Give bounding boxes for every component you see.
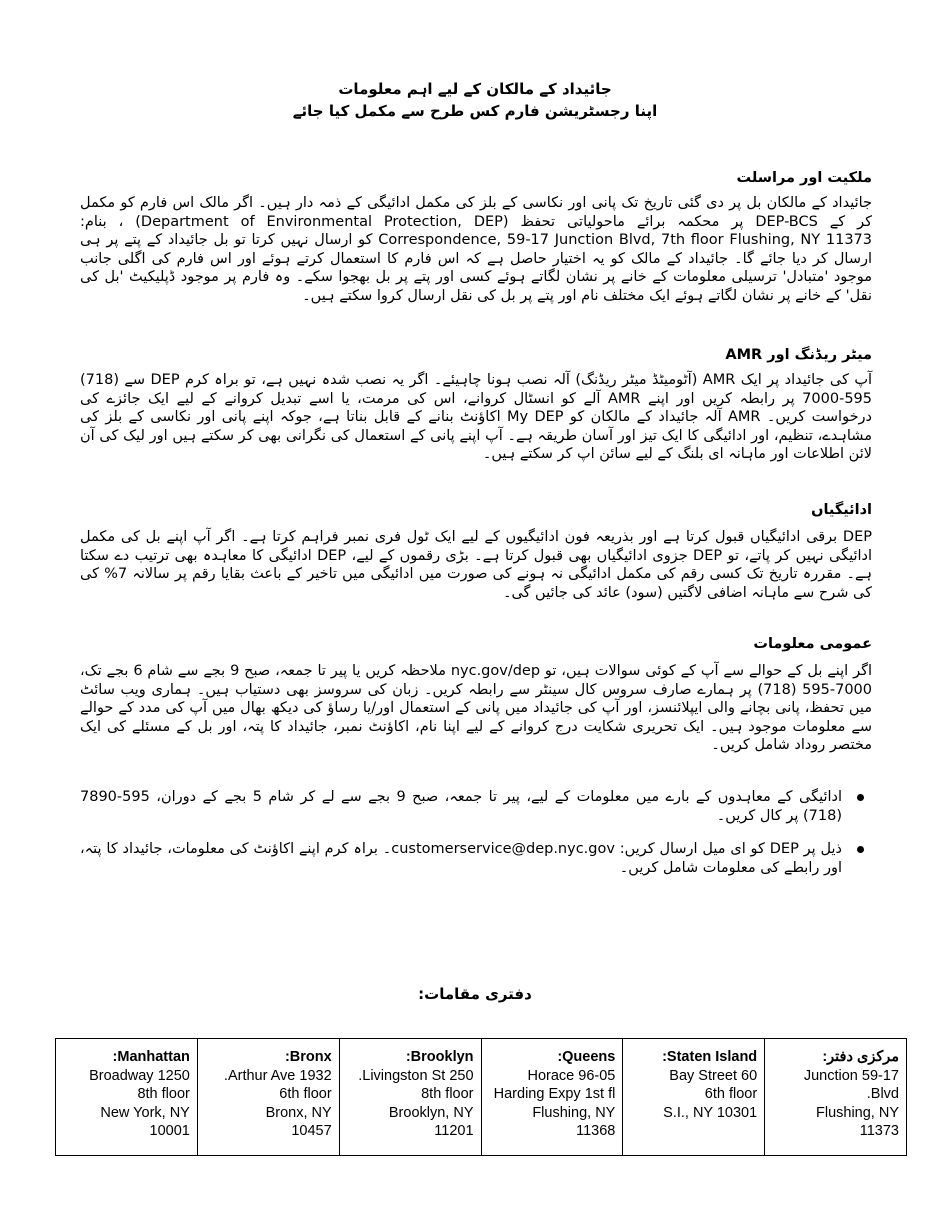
bullet-dot-icon (857, 846, 864, 853)
office-address-line: Harding Expy 1st fl (493, 1086, 616, 1103)
section-heading: میٹر ریڈنگ اور AMR (725, 347, 872, 363)
office-address-line: Bronx, NY (265, 1104, 332, 1121)
bullet-text: ذیل پر DEP کو ای میل ارسال کریں: customerservice@dep.nyc.gov۔ براہ کرم اپنے اکاؤنٹ کی معلومات، جائیداد کا پتہ، اور رابطے کی معلومات شامل کریں۔ (80, 841, 842, 876)
section-paragraph: اگر اپنے بل کے حوالے سے آپ کے کوئی سوالات ہیں، تو nyc.gov/dep ملاحظہ کریں یا پیر تا جمعہ، صبح 9 بجے سے شام 6 بجے تک، 7000-595 (718) پر ہمارے صارف سروس کال سینٹر سے رابطہ کریں۔ زبان کی سروسز بھی دستیاب ہیں۔ ہماری ویب سائٹ میں تحفظ، پانی بچانے والی ایپلائنسز، اور آپ کی جائیداد میں پانی کے استعمال اور/یا رساؤ کی دیکھ بھال میں آپ کی مدد کے حوالے سے معلومات موجود ہیں۔ ایک تحریری شکایت درج کروانے کے لیے اپنا نام، اکاؤنٹ نمبر، جائیداد کا پتہ، اور بل کے مسئلے کی ایک مختصر روداد شامل کریں۔ (80, 663, 872, 754)
office-cell-queens (481, 1039, 623, 1156)
offices-title: دفتری مقامات: (418, 985, 532, 1003)
section-paragraph: جائیداد کے مالکان بل پر دی گئی تاریخ تک پانی اور نکاسی کے بلز کی مکمل ادائیگی کے ذمہ دار ہیں۔ اگر مالک اس فارم کو مکمل کر کے DEP-BCS پر محکمہ برائے ماحولیاتی تحفظ (Department of Environmental Protection, DEP) ، بنام: Correspondence, 59-17 Junction Blvd, 7th floor Flushing, NY 11373 کو ارسال نہیں کرتا تو بل جائیداد کے پتے پر ہی ارسال کر دیا جائے گا۔ جائیداد کے مالک کو یہ اختیار حاصل ہے کہ اس فارم کا استعمال کرتے ہوئے اور اس فارم کی اگلی جانب موجود 'متبادل' ترسیلی معلومات کے خانے پر نشان لگاتے ہوئے کسی اور پتے پر بل بھجوا سکے۔ وہ فارم پر موجود ڈپلیکیٹ 'بل کی نقل' کے خانے پر نشان لگاتے ہوئے ایک مختلف نام اور پتے پر بل کی نقل ارسال کروا سکتے ہیں۔ (80, 195, 872, 304)
office-name: Staten Island: (662, 1049, 758, 1065)
title-block (0, 78, 950, 122)
office-cell-bronx (197, 1039, 339, 1156)
main-title: جائیداد کے مالکان کے لیے اہم معلومات (338, 80, 612, 98)
office-address-line: 1250 Broadway (89, 1067, 190, 1084)
office-address-line: Brooklyn, NY (388, 1104, 474, 1121)
office-address-line: Blvd. (866, 1086, 899, 1103)
office-name: Brooklyn: (405, 1049, 474, 1065)
office-cell-brooklyn (339, 1039, 481, 1156)
office-address-line: 250 Livingston St. (358, 1067, 474, 1084)
office-address-line: New York, NY (100, 1104, 190, 1121)
section-paragraph: DEP برقی ادائیگیاں قبول کرتا ہے اور بذریعہ فون ادائیگیوں کے لیے ایک ٹول فری نمبر فراہم کرتا ہے۔ اگر آپ اپنے بل کی مکمل ادائیگی نہیں کر پاتے، تو DEP جزوی ادائیگیاں بھی قبول کرتا ہے۔ بڑی رقموں کے لیے، DEP ادائیگی کا معاہدہ بھی ترتیب دے سکتا ہے۔ مقررہ تاریخ تک کسی رقم کی مکمل ادائیگی نہ ہونے کی صورت میں ادائیگی میں تاخیر کے باعث بقایا رقم پر سالانہ 7% کی کی شرح سے ماہانہ اضافی لاگتیں (سود) عائد کی جائیں گی۔ (80, 529, 873, 601)
office-name: مرکزی دفتر: (822, 1049, 899, 1065)
office-address-line: 6th floor (704, 1086, 758, 1103)
office-cell-staten-island (623, 1039, 765, 1156)
office-address-line: Flushing, NY (532, 1104, 616, 1121)
office-address-line: S.I., NY 10301 (663, 1104, 758, 1121)
office-address-line: 59-17 Junction (803, 1067, 899, 1084)
office-address-line: 96-05 Horace (527, 1067, 616, 1084)
section-meter-reading (80, 345, 872, 464)
office-address-line: 6th floor (279, 1086, 332, 1103)
section-heading: عمومی معلومات (753, 636, 872, 652)
table-row (56, 1039, 907, 1156)
section-paragraph: آپ کی جائیداد پر ایک AMR (آٹومیٹڈ میٹر ریڈنگ) آلہ نصب ہونا چاہیئے۔ اگر یہ نصب شدہ نہیں ہے، تو براہ کرم DEP سے (718) 595-7000 پر رابطہ کریں اور اپنے AMR آلے کو انسٹال کروانے، اس کی مرمت، یا اسے تبدیل کروانے کے لیے ایک جائزے کی درخواست کریں۔ AMR آلہ جائیداد کے مالکان کو My DEP اکاؤنٹ بنانے کے قابل بناتا ہے، جوکہ اپنے پانی اور نکاسی کے بلز کی مشاہدے، تنظیم، اور ادائیگی کا ایک تیز اور آسان طریقہ ہے۔ آپ اپنے پانی کے استعمال کی نگرانی بھی کر سکتے ہیں اور لیک کی آن لائن اطلاعات اور ماہانہ ای بلنگ کے لیے سائن اپ کر سکتے ہیں۔ (80, 372, 872, 463)
bullet-dot-icon (857, 794, 864, 801)
office-cell-main (765, 1039, 907, 1156)
office-locations-table (55, 1038, 907, 1156)
office-address-line: 60 Bay Street (669, 1067, 758, 1084)
bullet-item (80, 840, 872, 877)
section-heading: ملکیت اور مراسلت (736, 170, 872, 186)
office-address-line: 1932 Arthur Ave. (223, 1067, 332, 1084)
bullet-item (80, 788, 872, 825)
section-general-info (80, 634, 872, 755)
office-name: Bronx: (284, 1049, 332, 1065)
section-payments (80, 500, 872, 602)
office-address-line: 8th floor (421, 1086, 474, 1103)
office-address-line: 11373 (859, 1123, 899, 1140)
office-cell-manhattan (56, 1039, 198, 1156)
office-address-line: 10001 (149, 1123, 190, 1140)
section-ownership (80, 168, 872, 306)
office-address-line: 11368 (576, 1123, 616, 1140)
office-name: Manhattan: (112, 1049, 190, 1065)
bullet-text: ادائیگی کے معاہدوں کے بارے میں معلومات کے لیے، پیر تا جمعہ، صبح 9 بجے سے لے کر شام 5 بجے کے دوران، 595-7890 (718) پر کال کریں۔ (80, 789, 843, 824)
office-address-line: 8th floor (137, 1086, 190, 1103)
office-address-line: 11201 (434, 1123, 474, 1140)
contact-bullets (80, 788, 872, 877)
office-address-line: Flushing, NY (815, 1104, 899, 1121)
office-address-line: 10457 (291, 1123, 332, 1140)
office-name: Queens: (557, 1049, 616, 1065)
section-heading: ادائیگیاں (811, 502, 872, 518)
sub-title: اپنا رجسٹریشن فارم کس طرح سے مکمل کیا جائے (292, 102, 658, 120)
